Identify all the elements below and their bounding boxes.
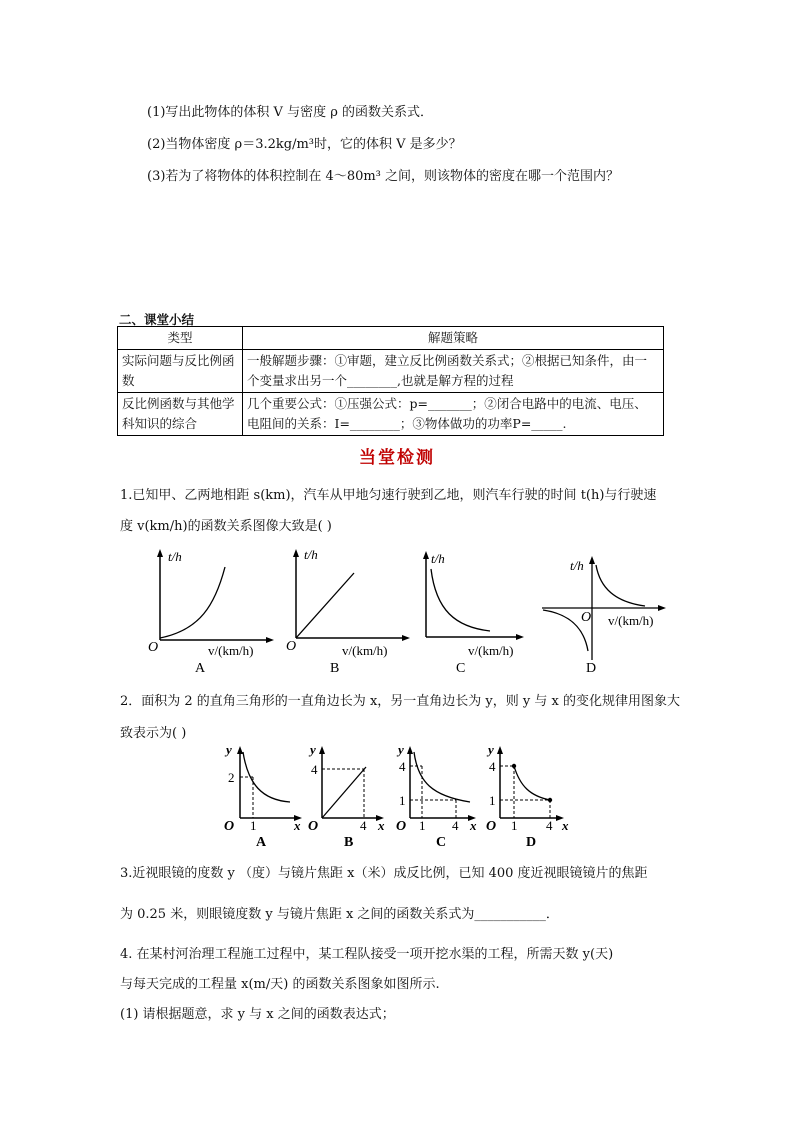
curve: [431, 569, 490, 631]
line: [296, 573, 354, 638]
row-type: 实际问题与反比例函数: [118, 350, 243, 393]
y-axis-label: t/h: [570, 558, 584, 573]
y-axis-arrow-icon: [293, 549, 299, 557]
x-axis-label: v/(km/h): [468, 643, 514, 658]
row-strategy: 一般解题步骤：①审题，建立反比例函数关系式；②根据已知条件，由一个变量求出另一个________,也就是解方程的过程: [243, 350, 664, 393]
q2-graph-b: [308, 742, 396, 850]
origin-label: O: [581, 610, 592, 625]
q1-graph-a: [140, 545, 280, 680]
y-axis-arrow-icon: [157, 549, 163, 557]
q1-graph-c: [410, 545, 550, 680]
option-label: B: [344, 835, 354, 850]
origin-label: O: [224, 819, 235, 834]
q4-part-1: (1) 请根据题意，求 y 与 x 之间的函数表达式；: [120, 1007, 395, 1022]
summary-title: 二、课堂小结: [119, 312, 195, 327]
origin-label: O: [486, 819, 497, 834]
y-tick-top: 4: [489, 759, 496, 774]
table-row: [118, 350, 664, 393]
q2-graph-c: [396, 742, 488, 850]
y-axis-label: t/h: [431, 551, 445, 566]
origin-label: O: [286, 639, 297, 654]
origin-label: O: [308, 819, 319, 834]
endpoint-bottom: [548, 798, 552, 802]
q3-line-1: 3.近视眼镜的度数 y （度）与镜片焦距 x（米）成反比例，已知 400 度近视眼镜镜片的焦距: [120, 866, 648, 881]
curve: [414, 752, 470, 802]
x-axis-arrow-icon: [402, 635, 410, 641]
x-axis-label: v/(km/h): [608, 613, 654, 628]
y-axis-label: y: [398, 742, 404, 757]
x-tick-left: 1: [511, 818, 518, 833]
y-axis-label: t/h: [304, 547, 318, 562]
x-axis-label: x: [294, 818, 301, 833]
header-type: 类型: [118, 327, 243, 350]
problem-part-1: (1)写出此物体的体积 V 与密度 ρ 的函数关系式．: [147, 105, 433, 120]
option-label: C: [456, 661, 466, 676]
origin-label: O: [396, 819, 407, 834]
x-axis-arrow-icon: [658, 605, 666, 611]
y-tick-top: 4: [399, 759, 406, 774]
q4-line-1: 4. 在某村河治理工程施工过程中，某工程队接受一项开挖水渠的工程，所需天数 y(天): [120, 947, 614, 962]
problem-part-2: (2)当物体密度 ρ＝3.2kg/m³时，它的体积 V 是多少？: [147, 137, 462, 152]
y-tick-label: 2: [228, 770, 235, 785]
q1-graph-d: [540, 550, 670, 680]
y-axis-arrow-icon: [497, 746, 503, 754]
origin-label: O: [148, 640, 159, 655]
option-label: D: [586, 661, 597, 676]
section-heading: 当堂检测: [359, 448, 435, 468]
curve: [514, 766, 550, 800]
q2-line-2: 致表示为( ): [120, 726, 187, 741]
q2-line-1: 2．面积为 2 的直角三角形的一直角边长为 x，另一直角边长为 y，则 y 与 x 的变化规律用图象大: [120, 694, 680, 709]
y-axis-arrow-icon: [407, 746, 413, 754]
y-tick-bottom: 1: [489, 793, 496, 808]
summary-table: [117, 326, 664, 436]
table-row: [118, 393, 664, 436]
x-tick-left: 1: [419, 818, 426, 833]
q2-graph-d: [484, 742, 576, 850]
table-header-row: [118, 327, 664, 350]
x-axis-label: v/(km/h): [208, 643, 254, 658]
curve: [160, 567, 225, 638]
option-label: B: [330, 661, 340, 676]
x-tick-label: 4: [360, 818, 367, 833]
y-axis-label: y: [310, 742, 316, 757]
y-axis-arrow-icon: [589, 556, 595, 564]
line: [322, 767, 366, 818]
q2-graph-a: [222, 742, 310, 850]
y-axis-label: y: [226, 742, 232, 757]
q3-line-2: 为 0.25 米，则眼镜度数 y 与镜片焦距 x 之间的函数关系式为___________．: [120, 907, 559, 922]
option-label: C: [436, 835, 447, 850]
y-tick-bottom: 1: [399, 793, 406, 808]
x-axis-label: x: [562, 818, 569, 833]
problem-part-3: (3)若为了将物体的体积控制在 4～80m³ 之间，则该物体的密度在哪一个范围内？: [147, 169, 620, 184]
y-axis-arrow-icon: [423, 551, 429, 559]
x-tick-right: 4: [452, 818, 459, 833]
option-label: A: [195, 661, 206, 676]
endpoint-top: [512, 764, 516, 768]
q1-line-1: 1.已知甲、乙两地相距 s(km)，汽车从甲地匀速行驶到乙地，则汽车行驶的时间 t(h)与行驶速: [120, 488, 657, 503]
x-axis-label: x: [470, 818, 477, 833]
q1-line-2: 度 v(km/h)的函数关系图像大致是( ): [120, 519, 332, 534]
y-axis-label: y: [488, 742, 494, 757]
x-axis-label: x: [378, 818, 385, 833]
x-tick-right: 4: [546, 818, 553, 833]
q1-graph-b: [278, 545, 418, 680]
option-label: A: [256, 835, 267, 850]
q4-line-2: 与每天完成的工程量 x(m/天) 的函数关系图象如图所示.: [120, 977, 440, 992]
y-axis-arrow-icon: [319, 746, 325, 754]
x-axis-arrow-icon: [516, 634, 524, 640]
header-strategy: 解题策略: [243, 327, 664, 350]
row-strategy: 几个重要公式：①压强公式：p=_______；②闭合电路中的电流、电压、电阻间的关系：I=________；③物体做功的功率P=_____.: [243, 393, 664, 436]
row-type: 反比例函数与其他学科知识的综合: [118, 393, 243, 436]
y-tick-label: 4: [311, 762, 318, 777]
curve: [243, 752, 290, 802]
x-axis-arrow-icon: [266, 637, 274, 643]
y-axis-label: t/h: [168, 549, 182, 564]
curve-first-quadrant: [596, 565, 645, 606]
x-tick-label: 1: [250, 818, 257, 833]
x-axis-label: v/(km/h): [342, 643, 388, 658]
y-axis-arrow-icon: [237, 746, 243, 754]
option-label: D: [526, 835, 537, 850]
